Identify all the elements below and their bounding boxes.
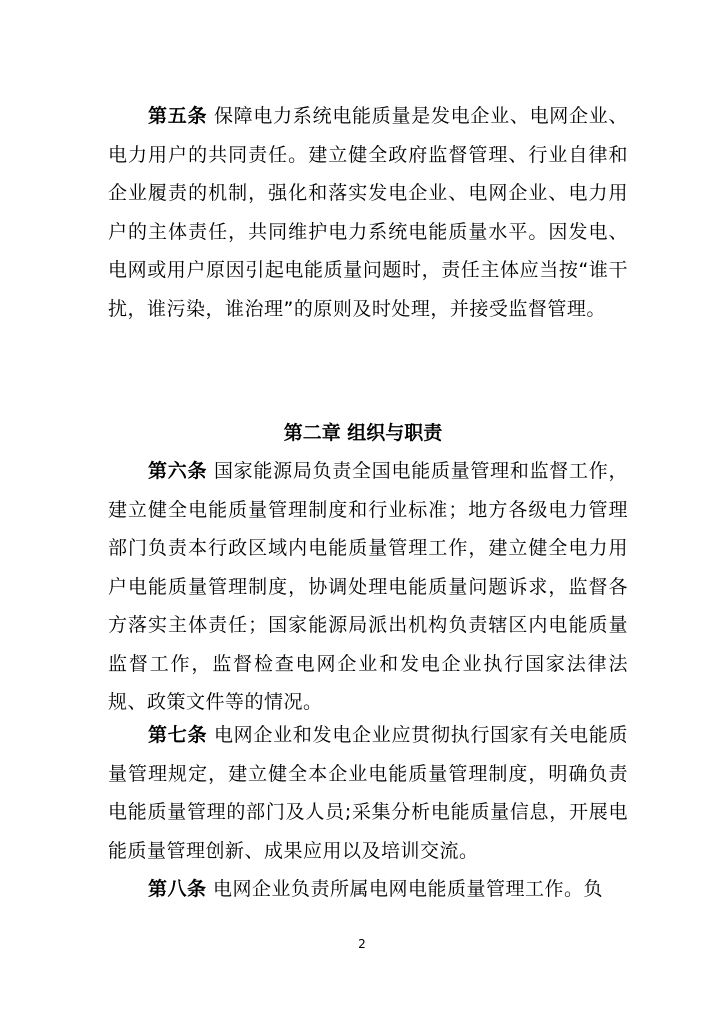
article-8-text: 电网企业负责所属电网电能质量管理工作。负 — [206, 878, 604, 900]
article-7-label: 第七条 — [148, 724, 208, 746]
article-7 — [108, 716, 628, 870]
article-6-label: 第六条 — [148, 460, 208, 482]
article-8-label: 第八条 — [148, 878, 207, 900]
page-number: 2 — [358, 937, 366, 951]
article-6-text: 国家能源局负责全国电能质量管理和监督工作，建立健全电能质量管理制度和行业标准；地方各级电力管理部门负责本行政区域内电能质量管理工作，建立健全电力用户电能质量管理制度，协调处理电能质量问题诉求，监督各方落实主体责任；国家能源局派出机构负责辖区内电能质量监督工作，监督检查电网企业和发电企业执行国家法律法规、政策文件等的情况。 — [108, 460, 628, 713]
article-8 — [108, 870, 628, 909]
article-6 — [108, 452, 628, 722]
article-5-text: 保障电力系统电能质量是发电企业、电网企业、电力用户的共同责任。建立健全政府监督管理、行业自律和企业履责的机制，强化和落实发电企业、电网企业、电力用户的主体责任，共同维护电力系统电能质量水平。因发电、电网或用户原因引起电能质量问题时，责任主体应当按“谁干扰，谁污染，谁治理”的原则及时处理，并接受监督管理。 — [108, 105, 628, 320]
article-5 — [108, 97, 628, 328]
article-5-label: 第五条 — [148, 105, 208, 127]
chapter-heading: 第二章 组织与职责 — [283, 422, 443, 444]
article-7-text: 电网企业和发电企业应贯彻执行国家有关电能质量管理规定，建立健全本企业电能质量管理制度，明确负责电能质量管理的部门及人员;采集分析电能质量信息，开展电能质量管理创新、成果应用以及培训交流。 — [108, 724, 628, 862]
